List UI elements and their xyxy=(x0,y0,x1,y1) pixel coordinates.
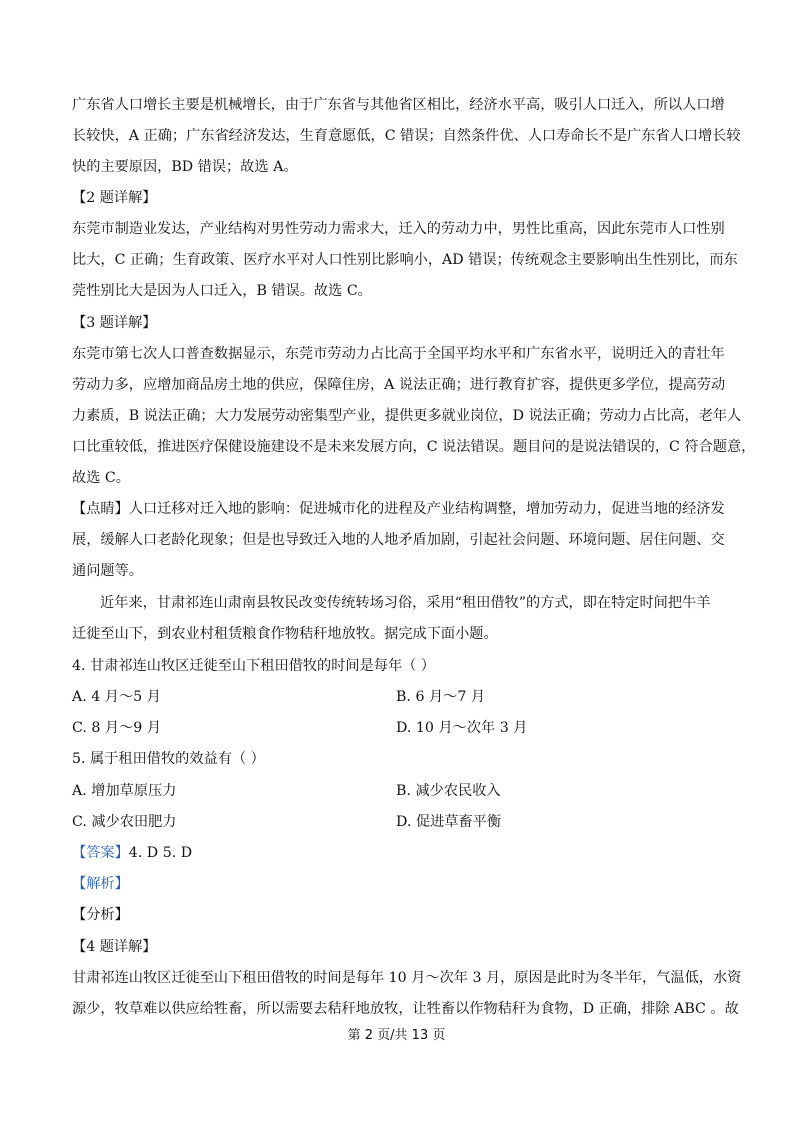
section-heading: 【4 题详解】 xyxy=(72,939,157,955)
question-4-option-a: A. 4 月～5 月 xyxy=(72,689,161,705)
paragraph-line: 展，缓解人口老龄化现象；但是也导致迁入地的人地矛盾加剧，引起社会问题、环境问题、居住问题、交 xyxy=(72,532,725,548)
intro-line: 近年来，甘肃祁连山肃南县牧民改变传统转场习俗，采用“租田借牧”的方式，即在特定时间把牛羊 xyxy=(100,595,711,611)
paragraph-line: 源少，牧草难以供应给牲畜，所以需要去秸秆地放牧，让牲畜以作物秸秆为食物，D 正确，排除 ABC 。故 xyxy=(72,1001,739,1017)
question-4-stem: 4. 甘肃祁连山牧区迁徙至山下租田借牧的时间是每年（ ） xyxy=(72,658,436,674)
paragraph-line: 劳动力多，应增加商品房土地的供应，保障住房，A 说法正确；进行教育扩容，提供更多学位，提高劳动 xyxy=(72,377,726,393)
question-4-option-b: B. 6 月～7 月 xyxy=(396,689,486,705)
question-4-option-d: D. 10 月～次年 3 月 xyxy=(396,720,528,736)
section-heading: 【2 题详解】 xyxy=(72,190,157,206)
page-footer: 第 2 页/共 13 页 xyxy=(347,1028,446,1043)
question-5-option-a: A. 增加草原压力 xyxy=(72,783,177,799)
question-5-option-d: D. 促进草畜平衡 xyxy=(396,814,502,830)
paragraph-line: 莞性别比大是因为人口迁入，B 错误。故选 C。 xyxy=(72,283,372,299)
paragraph-line: 广东省人口增长主要是机械增长，由于广东省与其他省区相比，经济水平高，吸引人口迁入，所以人口增 xyxy=(72,97,725,113)
answer-label: 【答案】 xyxy=(72,845,129,861)
paragraph-line: 比大，C 正确；生育政策、医疗水平对人口性别比影响小，AD 错误；传统观念主要影响出生性别比，而东 xyxy=(72,252,738,268)
paragraph-line: 快的主要原因，BD 错误；故选 A。 xyxy=(72,159,298,175)
question-5-option-b: B. 减少农民收入 xyxy=(396,783,501,799)
question-4-option-c: C. 8 月～9 月 xyxy=(72,720,162,736)
paragraph-line: 东莞市制造业发达，产业结构对男性劳动力需求大，迁入的劳动力中，男性比重高，因此东莞市人口性别 xyxy=(72,221,725,237)
paragraph-line: 通问题等。 xyxy=(72,563,143,579)
question-5-stem: 5. 属于租田借牧的效益有（ ） xyxy=(72,751,265,767)
tip-paragraph-line: 【点睛】人口迁移对迁入地的影响：促进城市化的进程及产业结构调整，增加劳动力，促进当地的经济发 xyxy=(72,501,725,517)
analysis-label: 【解析】 xyxy=(72,876,129,892)
answer-line xyxy=(72,843,192,863)
paragraph-line: 东莞市第七次人口普查数据显示，东莞市劳动力占比高于全国平均水平和广东省水平，说明迁入的青壮年 xyxy=(72,346,725,362)
paragraph-line: 甘肃祁连山牧区迁徙至山下租田借牧的时间是每年 10 月～次年 3 月，原因是此时为冬半年，气温低，水资 xyxy=(72,970,742,986)
answer-value: 4. D 5. D xyxy=(128,845,193,861)
question-5-option-c: C. 减少农田肥力 xyxy=(72,814,177,830)
paragraph-line: 故选 C。 xyxy=(72,470,130,486)
fenxi-label: 【分析】 xyxy=(72,907,129,923)
paragraph-line: 长较快，A 正确；广东省经济发达，生育意愿低，C 错误；自然条件优、人口寿命长不是广东省人口增长较 xyxy=(72,128,741,144)
section-heading: 【3 题详解】 xyxy=(72,315,157,331)
paragraph-line: 力素质，B 说法正确；大力发展劳动密集型产业，提供更多就业岗位，D 说法正确；劳动力占比高，老年人 xyxy=(72,408,742,424)
intro-line: 迁徙至山下，到农业村租赁粮食作物秸秆地放牧。据完成下面小题。 xyxy=(72,626,498,642)
paragraph-line: 口比重较低，推进医疗保健设施建设不是未来发展方向，C 说法错误。题目问的是说法错误的，C 符合题意， xyxy=(72,439,756,455)
